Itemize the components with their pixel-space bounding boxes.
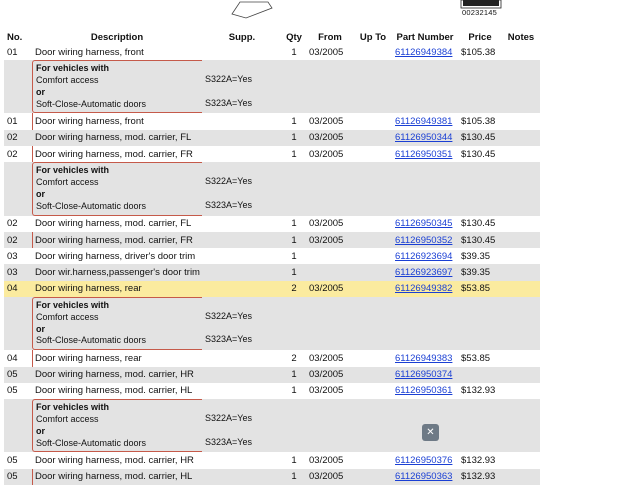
row-from: 03/2005 [306,367,354,383]
table-row [4,248,540,264]
row-price: $53.85 [461,352,491,364]
row-supp [202,146,282,162]
row-price: $105.38 [461,116,496,128]
row-qty: 1 [291,46,297,58]
row-from [306,248,354,264]
row-part-number-cell [392,264,458,280]
row-supp [202,130,282,146]
condition-row [4,60,540,113]
row-qty: 2 [291,352,297,364]
row-up-to [354,146,392,162]
row-notes [502,232,540,248]
diagram-image-id: 00232145 [462,8,497,17]
supp-code-s323a: S323A=Yes [205,436,252,447]
part-number-link[interactable]: 61126949384 [395,46,453,58]
condition-supp [202,60,282,113]
row-qty: 1 [291,116,297,128]
table-row [4,281,540,297]
part-number-link[interactable]: 61126950352 [395,234,453,246]
table-row [4,216,540,232]
row-up-to [354,130,392,146]
part-number-link[interactable]: 61126950363 [395,471,453,483]
row-up-to [354,248,392,264]
row-no: 04 [7,352,18,364]
supp-code-s323a: S323A=Yes [205,97,252,108]
table-row [4,130,540,146]
row-price [458,367,502,383]
row-no: 05 [4,469,32,485]
condition-title: For vehicles with [36,300,110,311]
condition-supp [202,297,282,350]
row-no: 03 [7,250,18,262]
row-description: Door wiring harness, mod. carrier, HR [35,454,194,466]
row-part-number-cell [392,383,458,399]
condition-note [32,297,202,350]
row-qty: 1 [291,148,297,160]
row-description: Door wiring harness, mod. carrier, FR [32,232,202,248]
part-number-link[interactable]: 61126923697 [395,267,453,279]
close-overlay-button[interactable] [422,424,439,441]
row-up-to [354,264,392,280]
row-up-to [354,367,392,383]
row-no: 01 [7,46,18,58]
row-no: 03 [4,264,32,280]
condition-or: or [36,86,45,97]
row-notes [502,367,540,383]
row-notes [502,264,540,280]
condition-title: For vehicles with [36,63,110,74]
row-description: Door wiring harness, front [35,46,144,58]
table-row [4,113,540,129]
part-number-link[interactable]: 61126923694 [395,250,453,262]
row-description: Door wiring harness, mod. carrier, FL [35,218,192,230]
condition-row [4,399,540,452]
row-supp [202,469,282,485]
row-no: 02 [4,130,32,146]
col-header-price: Price [468,31,492,43]
table-header-row [4,30,540,44]
row-price: $130.45 [461,148,496,160]
row-qty: 1 [282,130,306,146]
part-number-link[interactable]: 61126950361 [395,385,453,397]
condition-line1: Comfort access [36,311,99,322]
row-description: Door wiring harness, rear [32,281,202,297]
row-price: $53.85 [458,281,502,297]
row-from: 03/2005 [309,148,344,160]
row-notes [502,350,540,366]
table-row [4,452,540,468]
row-part-number-cell [392,146,458,162]
row-price: $132.93 [458,469,502,485]
row-part-number-cell [392,281,458,297]
condition-line2: Soft-Close-Automatic doors [36,335,147,346]
table-row [4,264,540,280]
row-description: Door wiring harness, mod. carrier, FL [32,130,202,146]
diagram-drawing [0,0,640,28]
row-no: 05 [4,367,32,383]
row-price: $132.93 [461,454,496,466]
row-up-to [354,232,392,248]
row-price: $39.35 [461,250,491,262]
row-part-number-cell [392,452,458,468]
row-notes [502,146,540,162]
row-qty: 1 [282,232,306,248]
part-number-link[interactable]: 61126950351 [395,148,453,160]
part-number-link[interactable]: 61126949383 [395,352,453,364]
row-up-to [354,452,392,468]
row-qty: 1 [291,454,297,466]
row-no: 05 [7,385,18,397]
row-from: 03/2005 [309,385,344,397]
row-up-to [354,44,392,60]
supp-code-s322a: S322A=Yes [205,412,252,423]
condition-title: For vehicles with [36,402,110,413]
row-qty: 1 [282,264,306,280]
row-description: Door wiring harness, mod. carrier, FR [32,146,202,162]
supp-code-s323a: S323A=Yes [205,199,252,210]
condition-note [32,60,202,113]
row-qty: 1 [291,250,297,262]
condition-line1: Comfort access [36,75,99,86]
condition-row [4,162,540,215]
part-number-link[interactable]: 61126950345 [395,218,453,230]
row-notes [502,469,540,485]
row-supp [202,113,282,129]
col-header-notes: Notes [507,31,535,43]
row-notes [502,216,540,232]
row-no: 02 [7,148,18,160]
row-part-number-cell [392,44,458,60]
row-price: $132.93 [461,385,496,397]
condition-bracket [32,162,202,215]
row-part-number-cell [392,232,458,248]
row-from: 03/2005 [309,116,344,128]
row-from: 03/2005 [309,352,344,364]
row-supp [202,367,282,383]
row-from: 03/2005 [309,218,344,230]
row-no: 05 [7,454,18,466]
table-row [4,350,540,366]
supp-code-s322a: S322A=Yes [205,176,252,187]
row-from: 03/2005 [306,281,354,297]
condition-bracket [32,399,202,452]
row-supp [202,383,282,399]
row-description: Door wiring harness, mod. carrier, HR [32,367,202,383]
col-header-from: From [318,31,342,43]
condition-line2: Soft-Close-Automatic doors [36,437,147,448]
table-row [4,232,540,248]
row-qty: 1 [282,367,306,383]
parts-diagram [0,0,640,28]
row-notes [502,248,540,264]
col-header-up-to: Up To [359,31,387,43]
row-part-number-cell [392,367,458,383]
close-icon: ✕ [426,427,435,438]
condition-or: or [36,323,45,334]
condition-or: or [36,425,45,436]
row-no: 02 [7,218,18,230]
row-price: $130.45 [461,218,496,230]
row-part-number-cell [392,130,458,146]
table-row [4,146,540,162]
col-header-part-number: Part Number [396,31,454,43]
row-supp [202,350,282,366]
condition-supp [202,162,282,215]
row-part-number-cell [392,350,458,366]
row-supp [202,232,282,248]
table-row [4,469,540,485]
part-number-link[interactable]: 61126950376 [395,454,453,466]
row-supp [202,264,282,280]
condition-line1: Comfort access [36,177,99,188]
row-up-to [354,113,392,129]
condition-bracket [32,60,202,113]
row-price: $130.45 [458,232,502,248]
col-header-qty: Qty [286,31,302,43]
part-number-link[interactable]: 61126950344 [395,132,453,144]
row-notes [502,44,540,60]
condition-line1: Comfort access [36,413,99,424]
part-number-link[interactable]: 61126949381 [395,116,453,128]
row-price: $105.38 [461,46,496,58]
condition-line2: Soft-Close-Automatic doors [36,200,147,211]
condition-bracket [32,297,202,350]
row-notes [502,383,540,399]
row-notes [502,452,540,468]
row-from [306,264,354,280]
col-header-description: Description [90,31,144,43]
supp-code-s323a: S323A=Yes [205,334,252,345]
row-price: $39.35 [458,264,502,280]
row-up-to [354,469,392,485]
condition-or: or [36,188,45,199]
row-part-number-cell [392,469,458,485]
condition-line2: Soft-Close-Automatic doors [36,98,147,109]
row-description: Door wiring harness, mod. carrier, HL [32,469,202,485]
condition-row [4,297,540,350]
row-supp [202,452,282,468]
condition-supp [202,399,282,452]
supp-code-s322a: S322A=Yes [205,74,252,85]
part-number-link[interactable]: 61126949382 [395,283,453,295]
table-row [4,367,540,383]
row-qty: 1 [291,218,297,230]
row-price: $130.45 [458,130,502,146]
row-qty: 1 [291,385,297,397]
row-supp [202,281,282,297]
row-supp [202,216,282,232]
row-up-to [354,281,392,297]
row-part-number-cell [392,113,458,129]
row-notes [502,281,540,297]
row-no: 04 [4,281,32,297]
row-qty: 2 [282,281,306,297]
row-notes [502,113,540,129]
row-supp [202,44,282,60]
row-from: 03/2005 [309,454,344,466]
part-number-link[interactable]: 61126950374 [395,369,453,381]
table-row [4,44,540,60]
row-description: Door wiring harness, mod. carrier, HL [35,385,193,397]
col-header-no: No. [7,31,23,43]
row-description: Door wiring harness, driver's door trim [35,250,196,262]
row-part-number-cell [392,216,458,232]
row-description: Door wir.harness,passenger's door trim [32,264,202,280]
condition-note [32,162,202,215]
row-from: 03/2005 [309,46,344,58]
row-from: 03/2005 [306,232,354,248]
parts-table [4,30,540,485]
col-header-supp: Supp. [228,31,256,43]
condition-title: For vehicles with [36,165,110,176]
row-up-to [354,350,392,366]
row-from: 03/2005 [306,469,354,485]
row-qty: 1 [282,469,306,485]
row-notes [502,130,540,146]
row-no: 02 [4,232,32,248]
row-description: Door wiring harness, rear [32,350,202,366]
row-description: Door wiring harness, front [32,113,202,129]
row-supp [202,248,282,264]
row-no: 01 [7,116,18,128]
row-from: 03/2005 [306,130,354,146]
table-row [4,383,540,399]
row-up-to [354,383,392,399]
condition-note [32,399,202,452]
row-up-to [354,216,392,232]
supp-code-s322a: S322A=Yes [205,310,252,321]
row-part-number-cell [392,248,458,264]
